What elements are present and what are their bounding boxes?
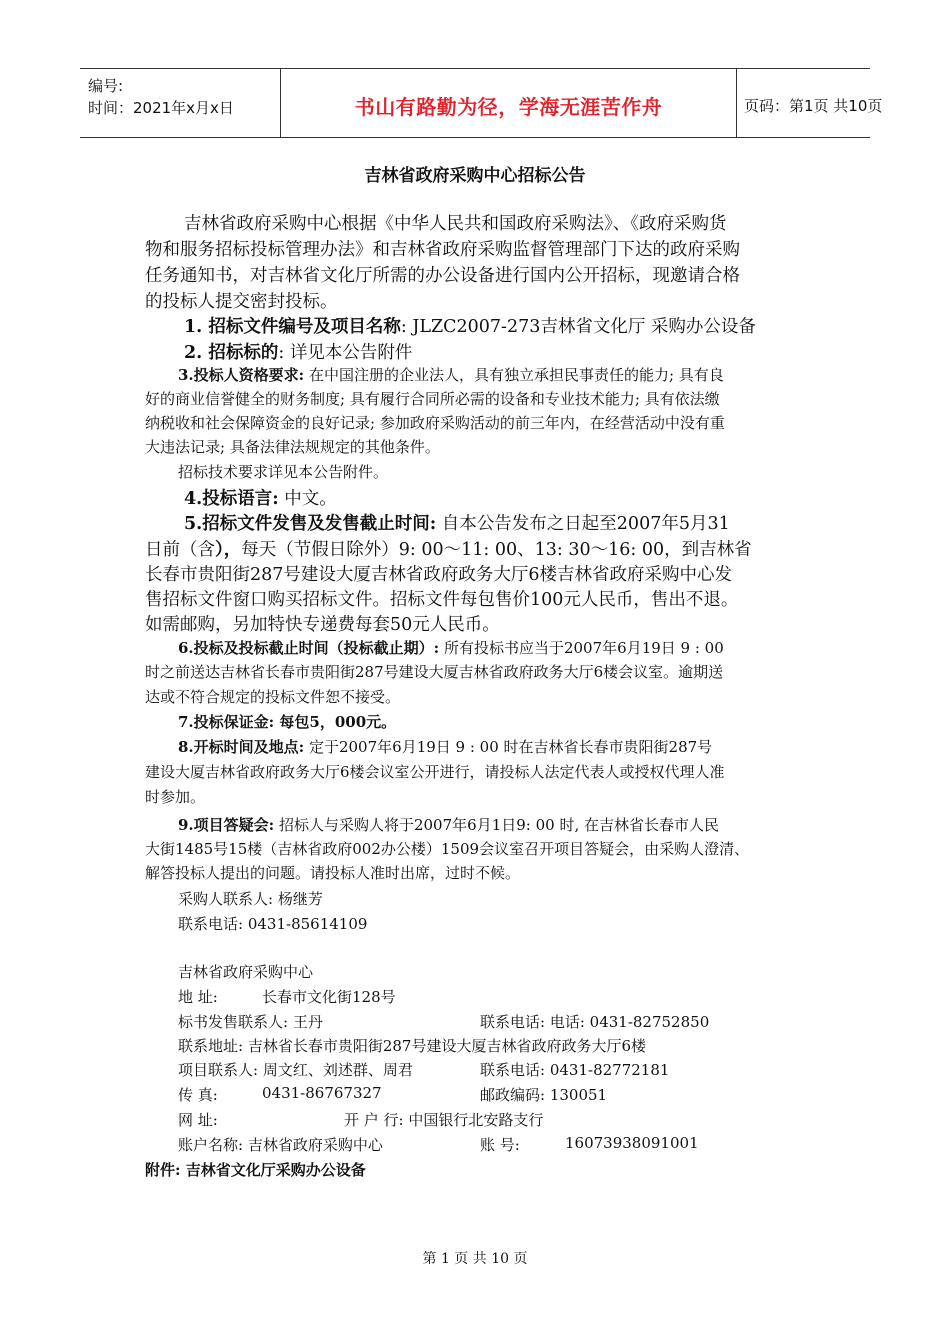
address-label: 地 址: [178, 988, 218, 1006]
header-meta-cell [80, 69, 280, 137]
bold-fragment: ）， [215, 540, 242, 560]
contact-address: 联系地址: 吉林省长春市贵阳街287号建设大厦吉林省政府政务大厅6楼 [178, 1037, 646, 1055]
item-5-line: 长春市贵阳街287号建设大厦吉林省政府政务大厅6楼吉林省政府采购中心发 [145, 565, 733, 585]
org-name: 吉林省政府采购中心 [178, 963, 314, 981]
item-3-line: 好的商业信誉健全的财务制度; 具有履行合同所必需的设备和专业技术能力; 具有依法缴 [145, 390, 720, 408]
website-label: 网 址: [178, 1111, 218, 1129]
intro-line: 物和服务招标投标管理办法》和吉林省政府采购监督管理部门下达的政府采购 [145, 240, 740, 260]
address-value: 长春市文化街128号 [262, 988, 396, 1006]
project-contact: 项目联系人: 周文红、刘述群、周君 [178, 1061, 413, 1079]
item-8-label: 8.开标时间及地点: [178, 738, 305, 756]
item-8-line: 时参加。 [145, 788, 206, 806]
item-4-label: 4.投标语言: [184, 489, 279, 509]
account-number-label: 账 号: [480, 1136, 520, 1154]
sale-contact: 标书发售联系人: 王丹 [178, 1013, 323, 1031]
page-footer: 第 1 页 共 10 页 [422, 1251, 528, 1267]
intro-line: 任务通知书，对吉林省文化厅所需的办公设备进行国内公开招标，现邀请合格 [145, 266, 740, 286]
serial-number-label: 编号: [88, 77, 124, 95]
header-motto-cell [280, 69, 737, 137]
item-6-line: 所有投标书应当于2007年6月19日 9 : 00 [439, 639, 724, 657]
item-9-label: 9.项目答疑会: [178, 816, 275, 834]
header-table [80, 68, 883, 138]
item-9-line: 解答投标人提出的问题。请投标人准时出席，过时不候。 [145, 864, 521, 882]
motto-text: 书山有路勤为径，学海无涯苦作舟 [354, 95, 663, 119]
intro-line: 吉林省政府采购中心根据《中华人民共和国政府采购法》、《政府采购货 [184, 214, 727, 234]
buyer-contact: 采购人联系人: 杨继芳 [178, 890, 323, 908]
item-1-text: : JLZC2007-273吉林省文化厅 采购办公设备 [400, 317, 756, 337]
item-3-line: 大违法记录; 具备法律法规规定的其他条件。 [145, 438, 440, 456]
sale-phone: 联系电话: 电话: 0431-82752850 [480, 1013, 710, 1031]
item-5-label: 5.招标文件发售及发售截止时间: [184, 514, 437, 534]
item-7: 7.投标保证金: 每包5，000元。 [178, 713, 397, 731]
account-name: 账户名称: 吉林省政府采购中心 [178, 1136, 383, 1154]
item-6-line: 时之前送达吉林省长春市贵阳街287号建设大厦吉林省政府政务大厅6楼会议室。逾期送 [145, 663, 724, 681]
item-3-label: 3.投标人资格要求: [178, 366, 305, 384]
item-5-line: 售招标文件窗口购买招标文件。招标文件每包售价100元人民币，售出不退。 [145, 590, 739, 610]
date-label: 时间：2021年x月x日 [88, 99, 234, 117]
bank-name: 开 户 行: 中国银行北安路支行 [344, 1111, 544, 1129]
account-number: 16073938091001 [565, 1134, 699, 1152]
item-8 [178, 736, 712, 757]
document-title: 吉林省政府采购中心招标公告 [364, 166, 586, 186]
page-info: 页码：第1页 共10页 [744, 97, 883, 115]
project-phone: 联系电话: 0431-82772181 [480, 1061, 670, 1079]
item-9-line: 招标人与采购人将于2007年6月1日9: 00 时, 在吉林省长春市人民 [274, 816, 719, 834]
buyer-phone: 联系电话: 0431-85614109 [178, 915, 368, 933]
item-9 [178, 814, 719, 835]
fax-label: 传 真: [178, 1086, 218, 1104]
item-3 [178, 364, 724, 385]
item-4 [184, 485, 337, 510]
item-4-text: 中文。 [278, 489, 337, 509]
item-1 [184, 313, 756, 338]
item-2 [184, 339, 412, 364]
attachment-title: 附件: 吉林省文化厅采购办公设备 [145, 1161, 366, 1179]
item-3-line: 纳税收和社会保障资金的良好记录; 参加政府采购活动的前三年内，在经营活动中没有重 [145, 414, 725, 432]
item-3-line: 在中国注册的企业法人，具有独立承担民事责任的能力; 具有良 [304, 366, 724, 384]
item-6-line: 达或不符合规定的投标文件恕不接受。 [145, 688, 401, 706]
tech-requirement-note: 招标技术要求详见本公告附件。 [178, 463, 389, 481]
fax-value: 0431-86767327 [262, 1084, 382, 1102]
item-2-label: 2. 招标标的 [184, 343, 279, 363]
item-1-label: 1. 招标文件编号及项目名称 [184, 317, 401, 337]
item-5-line: 日前（含），每天（节假日除外）9: 00～11: 00、13: 30～16: 00，到吉林省 [145, 540, 752, 560]
item-5-line: 如需邮购，另加特快专递费每套50元人民币。 [145, 615, 500, 635]
item-5-line: 自本公告发布之日起至2007年5月31 [436, 514, 730, 534]
item-8-line: 定于2007年6月19日 9 : 00 时在吉林省长春市贵阳街287号 [304, 738, 713, 756]
item-5 [184, 510, 730, 535]
item-2-text: : 详见本公告附件 [278, 343, 413, 363]
postcode: 邮政编码: 130051 [480, 1086, 608, 1104]
item-6 [178, 637, 724, 658]
header-page-cell [736, 69, 883, 137]
intro-line: 的投标人提交密封投标。 [145, 292, 338, 312]
item-6-label: 6.投标及投标截止时间（投标截止期）: [178, 639, 440, 657]
item-8-line: 建设大厦吉林省政府政务大厅6楼会议室公开进行，请投标人法定代表人或授权代理人准 [145, 763, 725, 781]
item-9-line: 大街1485号15楼（吉林省政府002办公楼）1509会议室召开项目答疑会，由采购人澄清、 [145, 840, 750, 858]
